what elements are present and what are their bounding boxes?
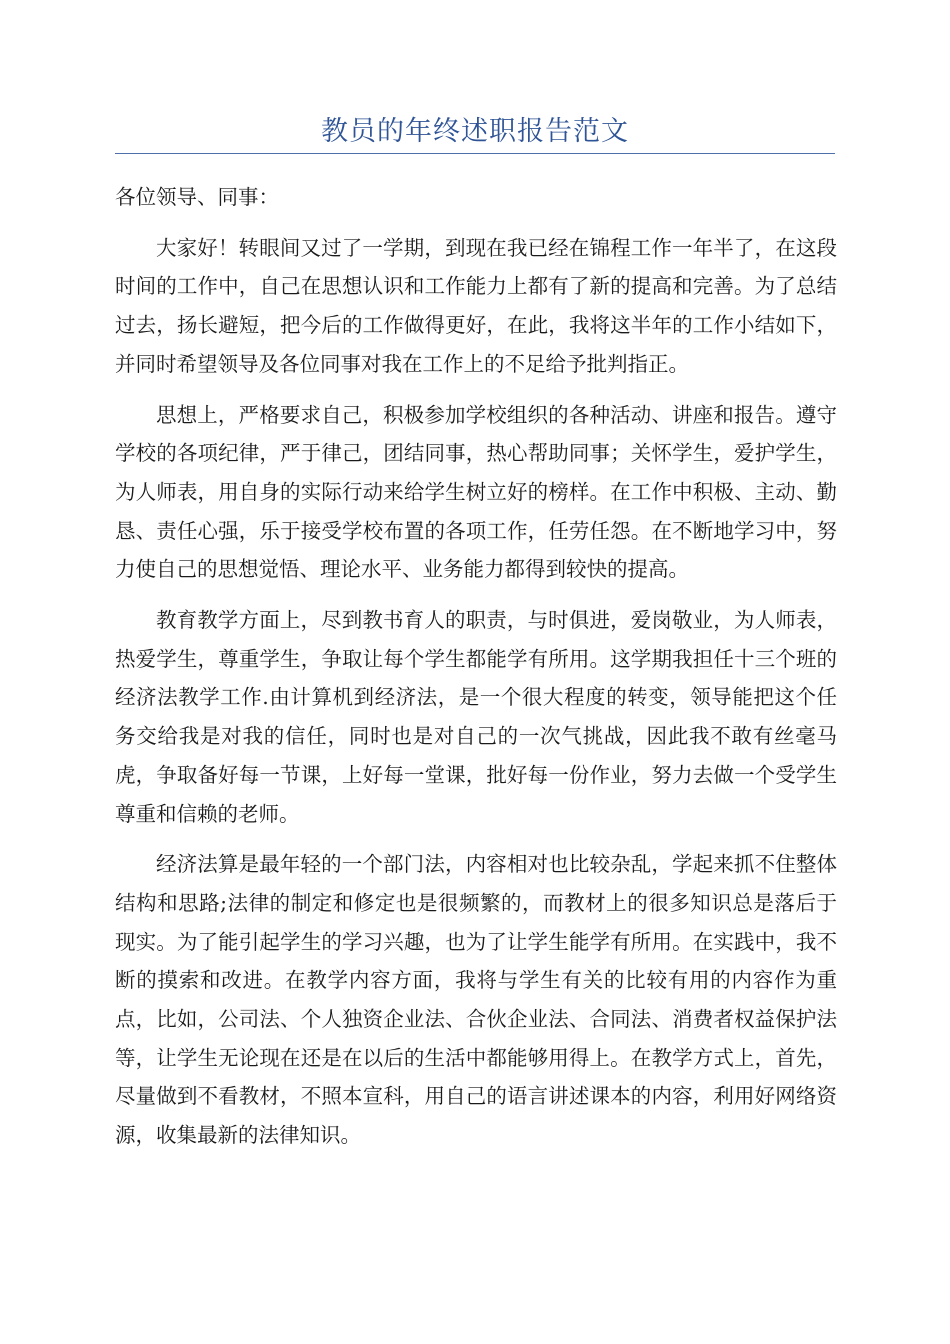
document-body: [115, 178, 837, 1167]
body-paragraph-4: 经济法算是最年轻的一个部门法，内容相对也比较杂乱，学起来抓不住整体结构和思路;法律的制定和修定也是很频繁的，而教材上的很多知识总是落后于现实。为了能引起学生的学习兴趣，也为了让学生能学有所用。在实践中，我不断的摸索和改进。在教学内容方面，我将与学生有关的比较有用的内容作为重点，比如，公司法、个人独资企业法、合伙企业法、合同法、消费者权益保护法等，让学生无论现在还是在以后的生活中都能够用得上。在教学方式上，首先，尽量做到不看教材，不照本宣科，用自己的语言讲述课本的内容，利用好网络资源，收集最新的法律知识。: [115, 852, 837, 1148]
title-underline: [115, 153, 835, 154]
body-paragraph-1: 大家好！转眼间又过了一学期，到现在我已经在锦程工作一年半了，在这段时间的工作中，自己在思想认识和工作能力上都有了新的提高和完善。为了总结过去，扬长避短，把今后的工作做得更好，在此，我将这半年的工作小结如下，并同时希望领导及各位同事对我在工作上的不足给予批判指正。: [115, 235, 837, 376]
document-title: 教员的年终述职报告范文: [321, 116, 629, 147]
body-paragraph-2: 思想上，严格要求自己，积极参加学校组织的各种活动、讲座和报告。遵守学校的各项纪律，严于律己，团结同事，热心帮助同事；关怀学生，爱护学生，为人师表，用自身的实际行动来给学生树立好的榜样。在工作中积极、主动、勤恳、责任心强，乐于接受学校布置的各项工作，任劳任怨。在不断地学习中，努力使自己的思想觉悟、理论水平、业务能力都得到较快的提高。: [115, 402, 837, 582]
body-paragraph-3: 教育教学方面上，尽到教书育人的职责，与时俱进，爱岗敬业，为人师表，热爱学生，尊重学生，争取让每个学生都能学有所用。这学期我担任十三个班的经济法教学工作.由计算机到经济法，是一个很大程度的转变，领导能把这个任务交给我是对我的信任，同时也是对自己的一次气挑战，因此我不敢有丝毫马虎，争取备好每一节课，上好每一堂课，批好每一份作业，努力去做一个受学生尊重和信赖的老师。: [115, 608, 837, 826]
greeting-line: 各位领导、同事：: [115, 185, 279, 209]
